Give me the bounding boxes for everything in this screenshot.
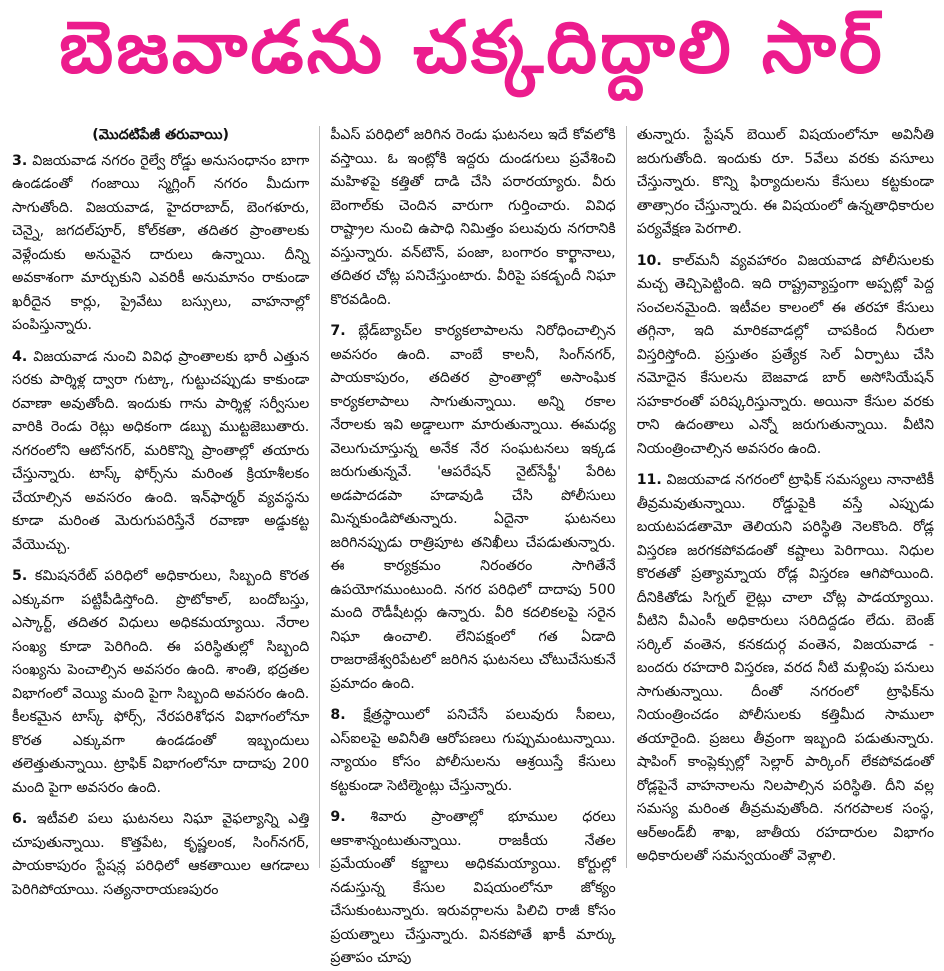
paragraph-text: ఇటీవలి పలు ఘటనలు నిఘా వైఫల్యాన్ని ఎత్తి చూపుతున్నాయి. కొత్తపేట, కృష్ణలంక, సింగ్‌నగర్, పాయకాపురం స్టేషన్ల పరిధిలో ఆకతాయిల ఆగడాలు పెరిగిపోయాయి. సత్యనారాయణపురం	[12, 811, 310, 898]
paragraph-text: విజయవాడ నుంచి వివిధ ప్రాంతాలకు భారీ ఎత్తున సరకు పార్శిళ్ల ద్వారా గుట్కా, గుట్టుచప్పుడు కాకుండా రవాణా అవుతోంది. ఇందుకు గాను పార్శిళ్ల సర్వీసుల వారికి రెండు రెట్లు అధికంగా డబ్బు ముట్టజెబుతారు. నగరంలోని ఆటోనగర్, మరికొన్ని ప్రాంతాల్లో తయారు చేస్తున్నారు. టాస్క్ ఫోర్స్‌ను మరింత క్రియాశీలకం చేయాల్సిన అవసరం ఉంది. ఇన్‌ఫార్మర్ వ్యవస్థను కూడా మరింత మెరుగుపరిస్తేనే రవాణా అడ్డుకట్ట వేయొచ్చు.	[12, 348, 310, 553]
paragraph-text: శివారు ప్రాంతాల్లో భూముల ధరలు ఆకాశాన్నంటుతున్నాయి. రాజకీయ నేతల ప్రమేయంతో కబ్జాలు అధికమయ్యాయి. కోర్టుల్లో నడుస్తున్న కేసుల విషయంలోనూ జోక్యం చేసుకుంటున్నారు. ఇరువర్గాలను పిలిచి రాజీ కోసం ప్రయత్నాలు చేస్తున్నారు. వినకపోతే ఖాకీ మార్కు ప్రతాపం చూపు	[330, 809, 616, 966]
continuation-note: (మొదటిపేజీ తరువాయి)	[92, 127, 230, 143]
paragraph-text: క్షేత్రస్థాయిలో పనిచేసే పలువురు సీఐలు, ఎస్ఐలపై అవినీతి ఆరోపణలు గుప్పుమంటున్నాయి. న్యాయం కోసం పోలీసులను ఆశ్రయిస్తే కేసులు కట్టకుండా సెటిల్మెంట్లు చేస్తున్నారు.	[330, 707, 616, 794]
column-2	[320, 118, 625, 966]
paragraph	[330, 320, 615, 696]
paragraph	[330, 124, 615, 312]
paragraph	[12, 808, 309, 902]
paragraph-text: కమిషనరేట్ పరిధిలో అధికారులు, సిబ్బంది కొరత ఎక్కువగా పట్టిపీడిస్తోంది. ప్రొటోకాల్, బందోబస్తు, ఎస్కార్ట్, తదితర విధులు అధికమయ్యాయి. నేరాల సంఖ్య కూడా పెరిగింది. ఈ పరిస్థితుల్లో సిబ్బంది సంఖ్యను పెంచాల్సిన అవసరం ఉంది. శాంతి, భద్రతల విభాగంలో వెయ్యి మంది పైగా సిబ్బంది అవసరం ఉంది. కీలకమైన టాస్క్ ఫోర్స్, నేరపరిశోధన విభాగంలోనూ కొరత ఎక్కువగా ఉండడంతో ఇబ్బందులు తలెత్తుతున్నాయి. ట్రాఫిక్ విభాగంలోనూ దాదాపు 200 మంది పైగా అవసరం ఉంది.	[12, 568, 310, 796]
column-3	[627, 118, 944, 868]
paragraph	[12, 346, 309, 558]
paragraph	[12, 565, 309, 800]
paragraph-number: 9.	[330, 809, 346, 825]
paragraph-number: 5.	[12, 568, 28, 584]
article-body	[0, 118, 944, 966]
paragraph-number: 7.	[330, 323, 346, 339]
paragraph	[637, 250, 934, 462]
paragraph	[330, 704, 615, 798]
column-2-paragraphs	[330, 124, 615, 971]
paragraph	[330, 806, 615, 971]
paragraph-text: పీఎస్ పరిధిలో జరిగిన రెండు ఘటనలు ఇదే కోవలోకి వస్తాయి. ఓ ఇంట్లోకి ఇద్దరు దుండగులు ప్రవేశించి మహిళపై కత్తితో దాడి చేసి పరారయ్యారు. వీరు బెంగాల్‌కు చెందిన వారుగా గుర్తించారు. వివిధ రాష్ట్రాల నుంచి ఉపాధి నిమిత్తం పలువురు నగరానికి వస్తున్నారు. వన్‌టౌన్, పంజా, బంగారం కార్ఖానాలు, తదితర చోట్ల పనిచేస్తుంటారు. వీరిపై పకడ్బందీ నిఘా కొరవడింది.	[330, 127, 616, 308]
headline: బెజవాడను చక్కదిద్దాలి సార్	[59, 5, 885, 89]
paragraph-text: కాల్‌మనీ వ్యవహారం విజయవాడ పోలీసులకు మచ్చ తెచ్చిపెట్టింది. ఇది రాష్ట్రవ్యాప్తంగా అప్పట్లో పెద్ద సంచలనమైంది. ఇటీవల కాలంలో ఈ తరహా కేసులు తగ్గినా, ఇది మారికవాడల్లో చాపకింద నీరులా విస్తరిస్తోంది. ప్రస్తుతం ప్రత్యేక సెల్ ఏర్పాటు చేసి నమోదైన కేసులను బెజవాడ బార్ అసోసియేషన్ సహకారంతో పరిష్కరిస్తున్నారు. అయినా కేసుల వరకు రాని ఉదంతాలు ఎన్నో జరుగుతున్నాయి. వీటిని నియంత్రించాల్సిన అవసరం ఉంది.	[636, 252, 935, 457]
column-1-paragraphs	[12, 150, 309, 903]
paragraph	[637, 469, 934, 869]
paragraph-text: విజయవాడ నగరం రైల్వే రోడ్డు అనుసంధానం బాగా ఉండడంతో గంజాయి స్మగ్లింగ్ నగరం మీదుగా సాగుతోంది. విజయవాడ, హైదరాబాద్, బెంగళూరు, చెన్నై, జగదల్‌పూర్, కోల్‌కతా, తదితర ప్రాంతాలకు వెళ్లేందుకు అనువైన దారులు ఉన్నాయి. దీన్ని అవకాశంగా మార్చుకుని ఎవరికీ అనుమానం రాకుండా ఖరీదైన కార్లు, ప్రైవేటు బస్సులు, వాహనాల్లో పంపిస్తున్నారు.	[12, 152, 310, 333]
paragraph-text: తున్నారు. స్టేషన్ బెయిల్ విషయంలోనూ అవినీతి జరుగుతోంది. ఇందుకు రూ. 5వేలు వరకు వసూలు చేస్తున్నారు. కొన్ని ఫిర్యాదులను కేసులు కట్టకుండా తాత్సారం చేస్తున్నారు. ఈ విషయంలో ఉన్నతాధికారుల పర్యవేక్షణ పెరగాలి.	[636, 127, 935, 237]
paragraph-number: 11.	[636, 472, 662, 488]
paragraph	[637, 124, 934, 242]
paragraph-number: 10.	[636, 252, 662, 269]
paragraph-number: 4.	[12, 348, 28, 365]
paragraph-number: 6.	[12, 811, 28, 827]
paragraph	[12, 150, 309, 338]
column-1	[0, 118, 319, 898]
paragraph-number: 3.	[12, 152, 28, 169]
paragraph-number: 8.	[330, 707, 346, 723]
column-3-paragraphs	[637, 124, 934, 869]
paragraph-text: విజయవాడ నగరంలో ట్రాఫిక్ సమస్యలు నానాటికీ తీవ్రమవుతున్నాయి. రోడ్డుపైకి వస్తే ఎప్పుడు బయటపడతామో తెలియని పరిస్థితి నెలకొంది. రోడ్ల విస్తరణ జరగకపోవడంతో కష్టాలు పెరిగాయి. నిధుల కొరతతో ప్రత్యామ్నాయ రోడ్ల విస్తరణ ఆగిపోయింది. దీనికితోడు సిగ్నల్ లైట్లు చాలా చోట్ల పాడయ్యాయి. వీటిని వీఎంసీ అధికారులు సరిదిద్దడం లేదు. బెంజ్ సర్కిల్ వంతెన, కనకదుర్గ వంతెన, విజయవాడ - బందరు రహదారి విస్తరణ, వరద నీటి మళ్లింపు పనులు సాగుతున్నాయి. దీంతో నగరంలో ట్రాఫిక్‌ను నియంత్రించడం పోలీసులకు కత్తిమీద సాములా తయారైంది. ప్రజలు తీవ్రంగా ఇబ్బంది పడుతున్నారు. షాపింగ్ కాంప్లెక్సుల్లో సెల్లార్ పార్కింగ్ లేకపోవడంతో రోడ్లపైనే వాహనాలను నిలపాల్సిన పరిస్థితి. దీని వల్ల సమస్య మరింత తీవ్రమవుతోంది. నగరపాలక సంస్థ, ఆర్‌అండ్‌బీ శాఖ, జాతీయ రహదారుల విభాగం అధికారులతో సమన్వయంతో వెళ్లాలి.	[636, 472, 935, 864]
paragraph-text: బ్లేడ్‌బ్యాచ్‌ల కార్యకలాపాలను నిరోధించాల్సిన అవసరం ఉంది. వాంబే కాలనీ, సింగ్‌నగర్, పాయకాపురం, తదితర ప్రాంతాల్లో అసాంఘిక కార్యకలాపాలు సాగుతున్నాయి. అన్ని రకాల నేరాలకు ఇవి అడ్డాలుగా మారుతున్నాయి. ఈమధ్య వెలుగుచూస్తున్న అనేక నేర సంఘటనలు ఇక్కడ జరుగుతున్నవే. 'ఆపరేషన్ నైట్‌సేఫ్టీ' పేరిట అడపాదడపా హడావుడి చేసి పోలీసులు మిన్నకుండిపోతున్నారు. ఏదైనా ఘటనలు జరిగినప్పుడు రాత్రిపూట తనిఖీలు చేపడుతున్నారు. ఈ కార్యక్రమం నిరంతరం సాగితేనే ఉపయోగముంటుంది. నగర పరిధిలో దాదాపు 500 మంది రౌడీషీటర్లు ఉన్నారు. వీరి కదలికలపై సరైన నిఘా ఉంచాలి. లేనిపక్షంలో గత ఏడాది రాజరాజేశ్వరిపేటలో జరిగిన ఘటనలు చోటుచేసుకునే ప్రమాదం ఉంది.	[330, 323, 616, 692]
